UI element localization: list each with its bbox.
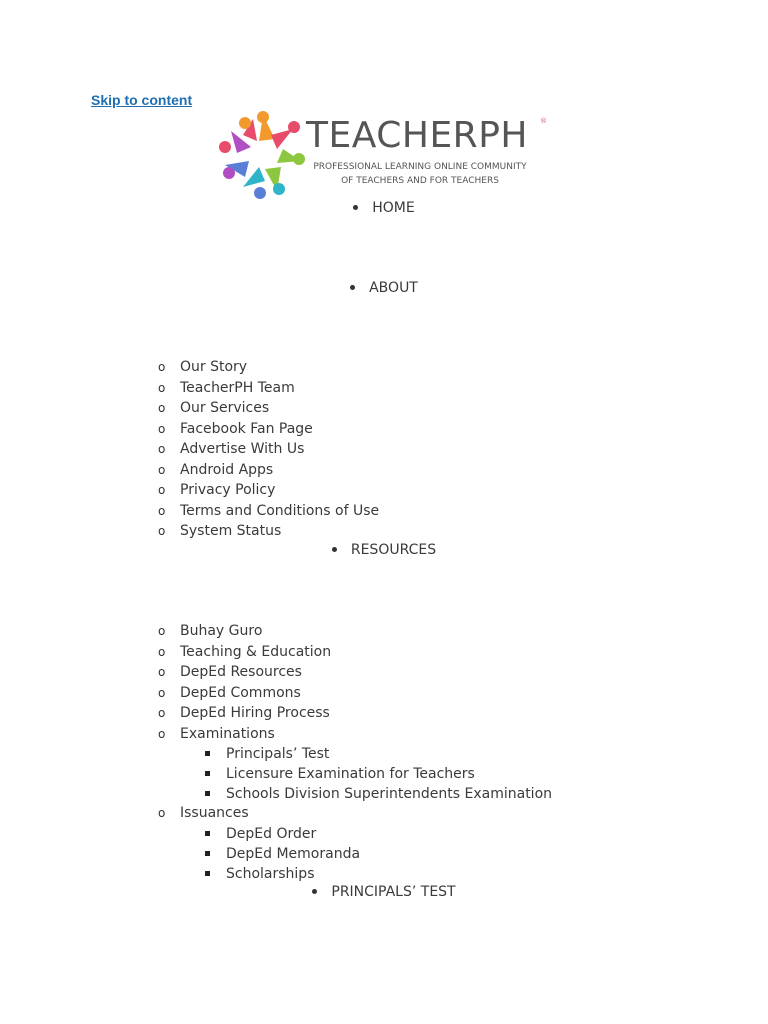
circle-bullet-icon: o (158, 360, 166, 374)
nav-principals-test-label: PRINCIPALS’ TEST (331, 884, 456, 900)
circle-bullet-icon: o (158, 685, 166, 700)
square-bullet-icon (205, 871, 210, 876)
submenu-item[interactable] (158, 703, 331, 724)
bullet-icon (350, 285, 355, 290)
sub-submenu-item-label: Principals’ Test (226, 746, 330, 762)
circle-bullet-icon: o (158, 644, 166, 659)
submenu-item[interactable] (158, 642, 331, 663)
resources-submenu (158, 621, 331, 744)
submenu-item-label: Examinations (180, 725, 275, 742)
sub-submenu-item-label: Schools Division Superintendents Examination (226, 786, 553, 802)
submenu-item-label: Teaching & Education (180, 643, 332, 660)
submenu-item-label: Android Apps (180, 461, 274, 478)
issuances-parent (158, 803, 249, 824)
submenu-item-label: Buhay Guro (180, 623, 263, 639)
sub-submenu-item[interactable] (158, 744, 552, 764)
submenu-item[interactable] (158, 357, 379, 378)
sub-submenu-item-label: DepEd Order (226, 826, 317, 842)
circle-bullet-icon: o (158, 524, 166, 538)
submenu-item-label: Our Story (180, 359, 248, 375)
nav-home-label: HOME (372, 200, 415, 216)
submenu-item-label: Facebook Fan Page (180, 420, 313, 437)
sub-submenu-item-label: Licensure Examination for Teachers (226, 766, 475, 782)
logo-tagline (300, 160, 540, 188)
sub-submenu-item-label: Scholarships (226, 866, 315, 882)
submenu-item[interactable] (158, 683, 331, 704)
submenu-item-label: System Status (180, 523, 282, 539)
circle-bullet-icon: o (158, 380, 166, 395)
issuances-submenu (158, 824, 360, 884)
sub-submenu-item-label: DepEd Memoranda (226, 846, 361, 862)
nav-about-label: ABOUT (369, 280, 418, 296)
registered-mark: ® (540, 117, 547, 125)
square-bullet-icon (205, 831, 210, 836)
sub-submenu-item[interactable] (158, 844, 360, 864)
submenu-item[interactable] (158, 480, 379, 501)
bullet-icon (312, 889, 317, 894)
submenu-item[interactable] (158, 378, 379, 399)
submenu-item[interactable] (158, 419, 379, 440)
submenu-item[interactable] (158, 501, 379, 522)
circle-bullet-icon: o (158, 421, 166, 436)
submenu-item[interactable] (158, 621, 331, 642)
nav-item-principals-test[interactable] (0, 884, 768, 900)
skip-to-content-link[interactable]: Skip to content (91, 92, 193, 108)
submenu-item-examinations[interactable] (158, 724, 331, 745)
submenu-item[interactable] (158, 662, 331, 683)
square-bullet-icon (205, 771, 210, 776)
square-bullet-icon (205, 751, 210, 756)
sub-submenu-item[interactable] (158, 824, 360, 844)
square-bullet-icon (205, 851, 210, 856)
nav-item-resources[interactable] (0, 542, 768, 558)
submenu-item-label: DepEd Hiring Process (180, 705, 330, 721)
circle-bullet-icon: o (158, 706, 166, 720)
submenu-item-label: Our Services (180, 400, 270, 416)
circle-bullet-icon: o (158, 665, 166, 679)
submenu-item[interactable] (158, 521, 379, 542)
submenu-item-issuances[interactable] (158, 803, 249, 824)
nav-item-about[interactable] (0, 280, 768, 296)
submenu-item-label: DepEd Resources (180, 664, 302, 680)
submenu-item-label: TeacherPH Team (180, 379, 295, 396)
nav-item-home[interactable] (0, 200, 768, 216)
bullet-icon (332, 547, 337, 552)
bullet-icon (353, 205, 358, 210)
submenu-item-label: Issuances (180, 805, 249, 821)
circle-bullet-icon: o (158, 503, 166, 518)
circle-bullet-icon: o (158, 462, 166, 477)
submenu-item[interactable] (158, 398, 379, 419)
nav-resources-label: RESOURCES (350, 542, 437, 558)
circle-bullet-icon: o (158, 442, 166, 456)
submenu-item-label: Advertise With Us (180, 441, 305, 457)
circle-bullet-icon: o (158, 483, 166, 497)
circle-bullet-icon: o (158, 624, 166, 638)
tagline-line-1: PROFESSIONAL LEARNING ONLINE COMMUNITY (313, 162, 527, 172)
tagline-line-2: OF TEACHERS AND FOR TEACHERS (341, 176, 499, 186)
submenu-item-label: Terms and Conditions of Use (180, 502, 380, 519)
sub-submenu-item[interactable] (158, 864, 360, 884)
submenu-item-label: Privacy Policy (180, 482, 276, 498)
submenu-item[interactable] (158, 460, 379, 481)
about-submenu (158, 357, 379, 542)
sub-submenu-item[interactable] (158, 764, 552, 784)
submenu-item-label: DepEd Commons (180, 684, 301, 701)
submenu-item[interactable] (158, 439, 379, 460)
square-bullet-icon (205, 791, 210, 796)
circle-bullet-icon: o (158, 401, 166, 415)
circle-bullet-icon: o (158, 726, 166, 741)
circle-bullet-icon: o (158, 806, 166, 820)
logo-wordmark: TEACHERPH (306, 115, 528, 156)
sub-submenu-item[interactable] (158, 784, 552, 804)
examinations-submenu (158, 744, 552, 804)
